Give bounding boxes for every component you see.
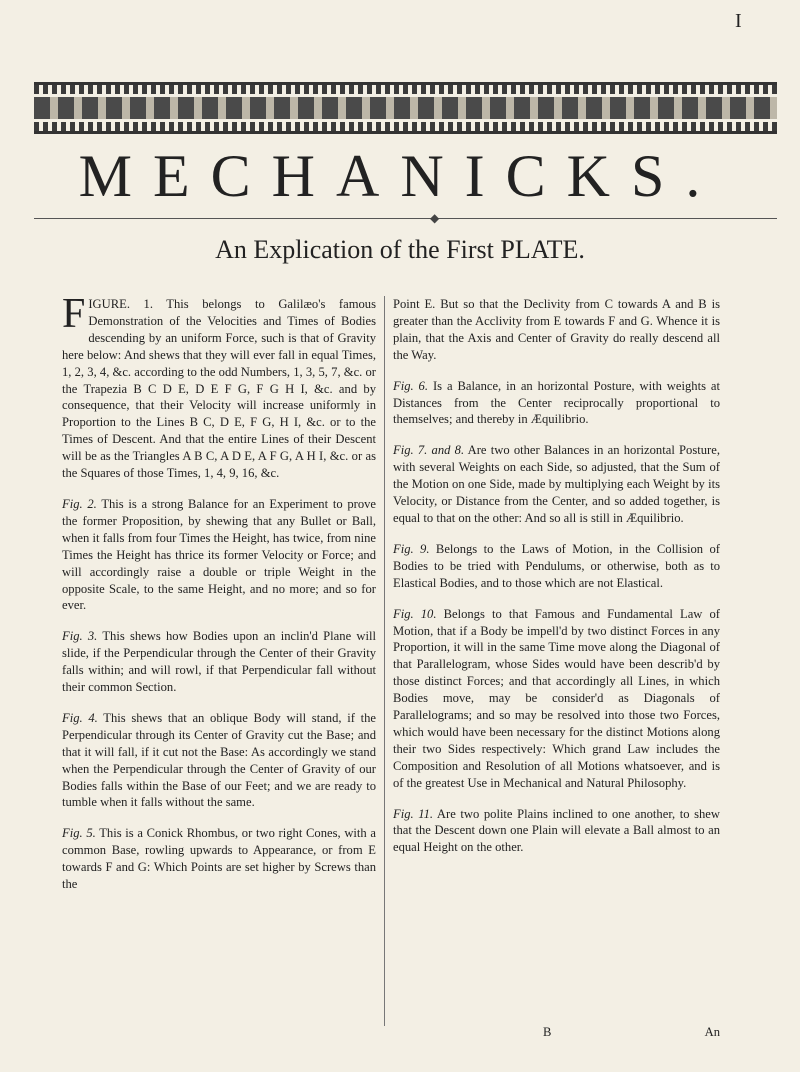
rule-ornament-icon: ◆ (430, 211, 440, 225)
fig-label: Fig. 11. (393, 806, 434, 821)
fig-label: Fig. 4. (62, 710, 98, 725)
paragraph-text: This shews that an oblique Body will stand, if the Perpendicular through its Center of Gravity cut the Base; and that it will fall, if it cut not the Base: As accordingly we stand when the Perpendicular through the Center of Gravity of our Bodies falls within the Base of our Feet; and we are ready to tumble when it falls without the same. (62, 710, 377, 810)
signature-mark: B (543, 1025, 552, 1039)
fig-label: Fig. 7. and 8. (393, 443, 465, 458)
paragraph-fig4 (62, 710, 376, 811)
fig-label: Fig. 2. (62, 496, 97, 511)
paragraph-fig9 (393, 541, 720, 592)
paragraph-text: This is a strong Balance for an Experiment to prove the former Proposition, by shewing that any Bullet or Ball, when it falls from four Times the Height, has twice, from nine Times the Height has thrice its former Velocity or Force; and will accordingly raise a double or triple Weight in the opposite Scale, to the same Height, and no more; and so for ever. (62, 496, 377, 613)
paragraph-text: Is a Balance, in an horizontal Posture, with weights at Distances from the Center reciprocally proportional to themselves; and thereby in Æquilibrio. (393, 378, 720, 427)
section-subtitle: An Explication of the First PLATE. (215, 235, 585, 264)
fig-label: Fig. 9. (393, 541, 430, 556)
paragraph-text: Are two other Balances in an horizontal Posture, with several Weights on each Side, so adjusted, that the Sum of the Motion on one Side, made by multiplying each Weight by its Velocity, or Distance from the Center, and so added together, is equal to that on the other: And so all is still in Æquilibrio. (393, 443, 720, 525)
fig-label: Fig. 5. (62, 826, 96, 841)
ornamental-border (34, 82, 777, 134)
paragraph-fig10 (393, 606, 720, 792)
paragraph-fig5-continued: Point E. But so that the Declivity from C towards A and B is greater than the Acclivity from E towards F and G. Whence it is plain, that the Axis and Center of Gravity do really descend all the Way. (393, 297, 720, 362)
page-number: I (735, 10, 742, 32)
paragraph-fig3 (62, 628, 376, 696)
paragraph-text: Are two polite Plains inclined to one another, to shew that the Descent down one Plain will elevate a Ball almost to an equal Height on the other. (393, 806, 720, 855)
paragraph-fig5 (62, 825, 376, 893)
fig-label: Fig. 10. (393, 606, 437, 621)
paragraph-text: Belongs to that Famous and Fundamental Law of Motion, that if a Body be impell'd by two distinct Forces in any Proportion, it will in the same Time move along the Diagonal of that Parallelogram, whose Sides would have been describ'd by those distinct Forces; and that accordingly all Lines, in which Bodies move, may be consider'd as Diagonals of Parallelograms; and so may be resolved into those two Forces, which would have been necessary for the distinct Motions along their two Sides respectively: Which grand Law includes the Composition and Resolution of all Motions whatsoever, and is of the greatest Use in Mechanical and Natural Philosophy. (393, 606, 720, 790)
page-title: MECHANICKS. (78, 143, 722, 209)
paragraph-text: This shews how Bodies upon an inclin'd Plane will slide, if the Perpendicular through the Center of their Gravity falls within; and will rowl, if that Perpendicular fall without their common Section. (62, 629, 376, 695)
fig-label: Fig. 6. (393, 378, 429, 393)
paragraph-text: This is a Conick Rhombus, or two right Cones, with a common Base, rowling upwards to Appearance, or from E towards F and G: Which Points are set higher by Screws than the (62, 826, 376, 892)
title-rule (34, 218, 777, 219)
paragraph-fig6 (393, 378, 720, 429)
paragraph-fig7-8 (393, 442, 720, 527)
fig-label: Fig. 3. (62, 629, 98, 644)
column-divider (384, 296, 385, 1026)
right-column (393, 296, 720, 870)
paragraph-text: Belongs to the Laws of Motion, in the Collision of Bodies to be tried with Pendulums, or otherwise, both as to Elastical Bodies, and to those which are not Elastical. (393, 541, 720, 590)
paragraph-fig1: FIGURE. 1. This belongs to Galilæo's famous Demonstration of the Velocities and Times of Bodies descending by an uniform Force, such is that of Gravity here below: And shews that they will ever fall in equal Times, 1, 2, 3, 4, &c. according to the odd Numbers, 1, 3, 5, 7, &c. or the Trapezia B C D E, D E F G, F G H I, &c. and by consequence, that their Velocity will increase uniformly in Proportion to the Lines B C, D E, F G, H I, &c. or to the Times of Descent. And that the entire Lines of their Descent will be as the Triangles A B C, A D E, A F G, A H I, &c. or as the Squares of those Times, 1, 4, 9, 16, &c. (62, 291, 376, 481)
left-column (62, 291, 377, 907)
paragraph-fig11 (393, 806, 720, 857)
paragraph-fig2 (62, 496, 376, 614)
catchword: An (704, 1025, 720, 1039)
